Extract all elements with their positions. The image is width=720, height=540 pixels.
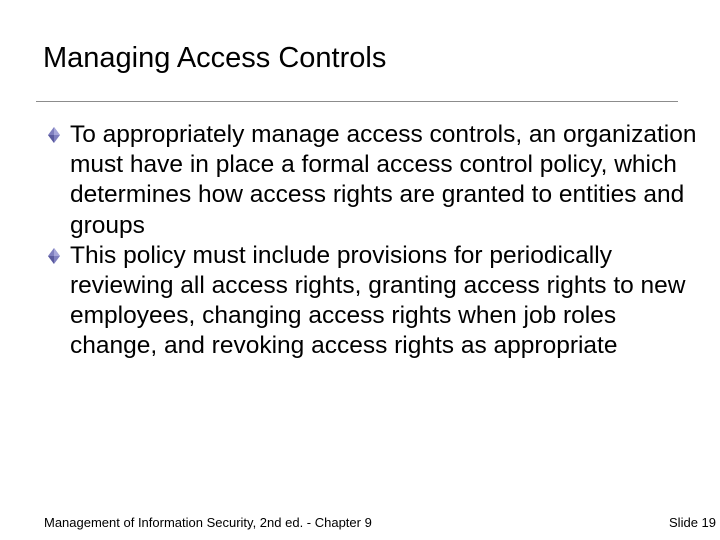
diamond-bullet-icon (46, 125, 62, 145)
bullet-list (46, 120, 701, 362)
footer-source: Management of Information Security, 2nd ed. - Chapter 9 (44, 515, 372, 530)
footer-slide-number: Slide 19 (669, 515, 716, 530)
bullet-item (46, 120, 701, 241)
slide-title: Managing Access Controls (43, 42, 387, 74)
bullet-text: To appropriately manage access controls, an organization must have in place a formal access control policy, which determines how access rights are granted to entities and groups (70, 121, 697, 239)
bullet-text: This policy must include provisions for periodically reviewing all access rights, granting access rights to new employees, changing access rights when job roles change, and revoking access rights as appropriate (70, 241, 686, 360)
bullet-item (46, 241, 701, 362)
title-divider (36, 101, 678, 102)
diamond-bullet-icon (46, 246, 62, 266)
